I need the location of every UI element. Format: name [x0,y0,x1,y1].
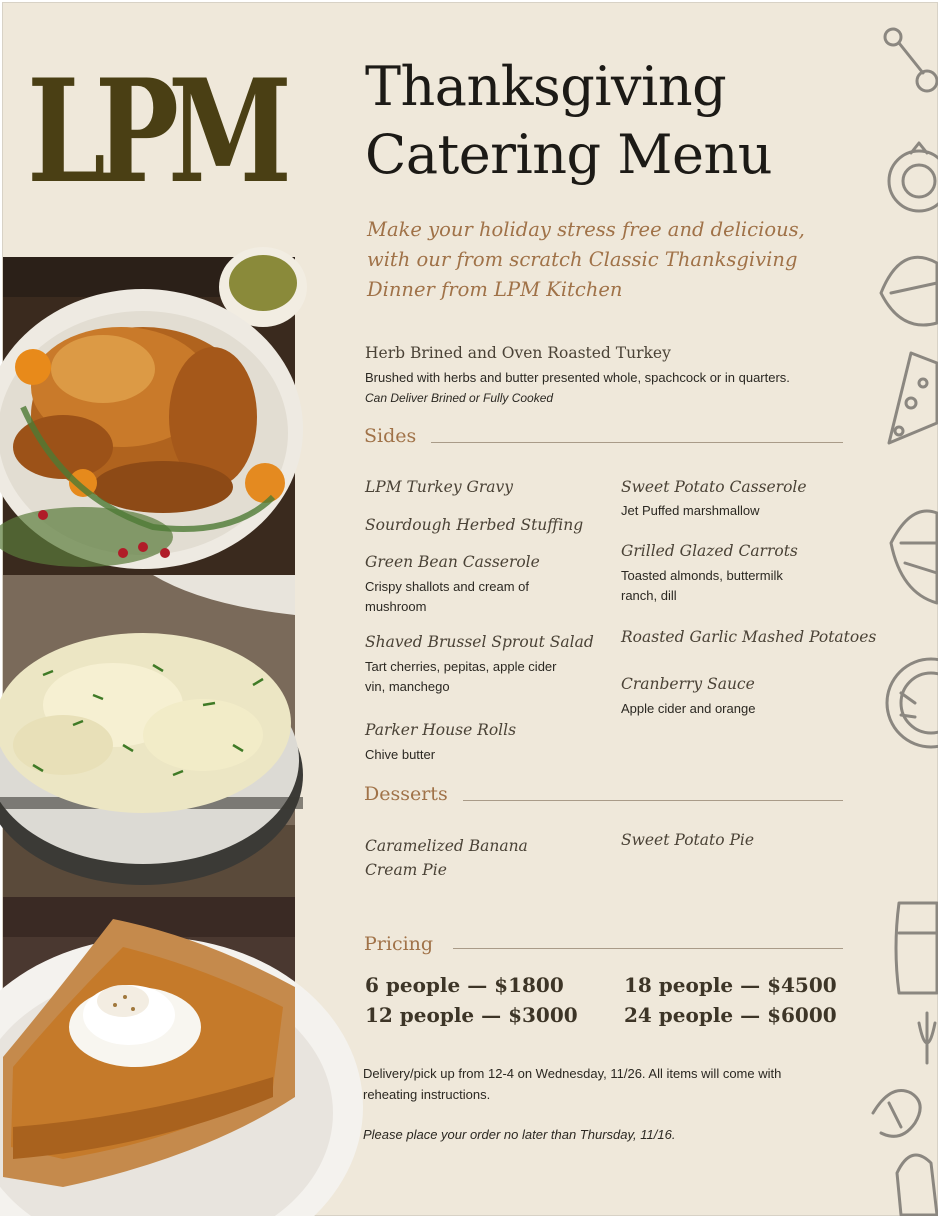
side-item-title: Green Bean Casserole [365,553,540,571]
lettuce-doodle [881,257,937,325]
side-item-title: Sweet Potato Casserole [621,478,807,496]
dessert-item-title: Sweet Potato Pie [621,831,755,849]
logo-text: LPM [27,49,288,215]
pricing-heading: Pricing [364,933,434,955]
side-item-desc: Crispy shallots and cream of mushroom [365,579,530,614]
price-tier: 6 people — $1800 [365,973,564,997]
clam-doodle [891,511,937,603]
food-doodles [871,3,937,1215]
menu-page [2,2,938,1216]
sides-divider [431,442,843,443]
sides-heading: Sides [364,425,417,447]
order-deadline: Please place your order no later than Thursday, 11/16. [363,1127,676,1142]
dessert-item-title [365,834,528,882]
pumpkin-pie-photo [3,897,295,1215]
side-item-desc: Tart cherries, pepitas, apple cider vin, manchego [365,659,557,694]
lpm-logo [27,49,288,215]
mashed-potatoes-photo [3,575,295,897]
side-item-title: Sourdough Herbed Stuffing [365,516,584,534]
whisk-doodle [919,1013,935,1063]
delivery-info: Delivery/pick up from 12-4 on Wednesday, 11/26. All items will come with reheating instructions. [363,1066,782,1102]
plate-doodle [887,659,938,747]
main-item-note: Can Deliver Brined or Fully Cooked [365,391,554,405]
title-line-1: Thanksgiving [365,55,727,118]
page-title [365,53,885,189]
side-item-desc: Jet Puffed marshmallow [621,503,760,518]
main-item-desc: Brushed with herbs and butter presented whole, spachcock or in quarters. [365,370,790,385]
price-tier: 18 people — $4500 [624,973,837,997]
price-tier: 12 people — $3000 [365,1003,578,1027]
side-item-title: Parker House Rolls [365,721,517,739]
intro-text: Make your holiday stress free and delicious, with our from scratch Classic Thanksgiving Dinner from LPM Kitchen [367,218,805,301]
side-item-title: Cranberry Sauce [621,675,755,693]
desserts-divider [463,800,843,801]
side-item-title: Roasted Garlic Mashed Potatoes [621,628,877,646]
pasta-doodle [873,1091,920,1137]
pot-doodle [896,903,937,993]
roast-turkey-photo [3,257,295,575]
side-item-desc: Apple cider and orange [621,701,756,716]
cheese-doodle [889,353,937,443]
side-item-desc: Chive butter [365,747,436,762]
side-item-desc: Toasted almonds, buttermilk ranch, dill [621,568,783,603]
title-line-2: Catering Menu [365,123,773,186]
main-item-title: Herb Brined and Oven Roasted Turkey [365,344,671,362]
side-item-title: Shaved Brussel Sprout Salad [365,633,594,651]
price-tier: 24 people — $6000 [624,1003,837,1027]
dessert-title-line: Caramelized Banana [365,837,528,855]
tomato-doodle [889,143,938,211]
bow-doodle [897,1155,937,1215]
dessert-title-line: Cream Pie [365,861,447,879]
spoon-doodle [885,29,937,91]
desserts-heading: Desserts [364,783,448,805]
side-item-title: Grilled Glazed Carrots [621,542,798,560]
pricing-divider [453,948,843,949]
side-item-title: LPM Turkey Gravy [365,478,514,496]
